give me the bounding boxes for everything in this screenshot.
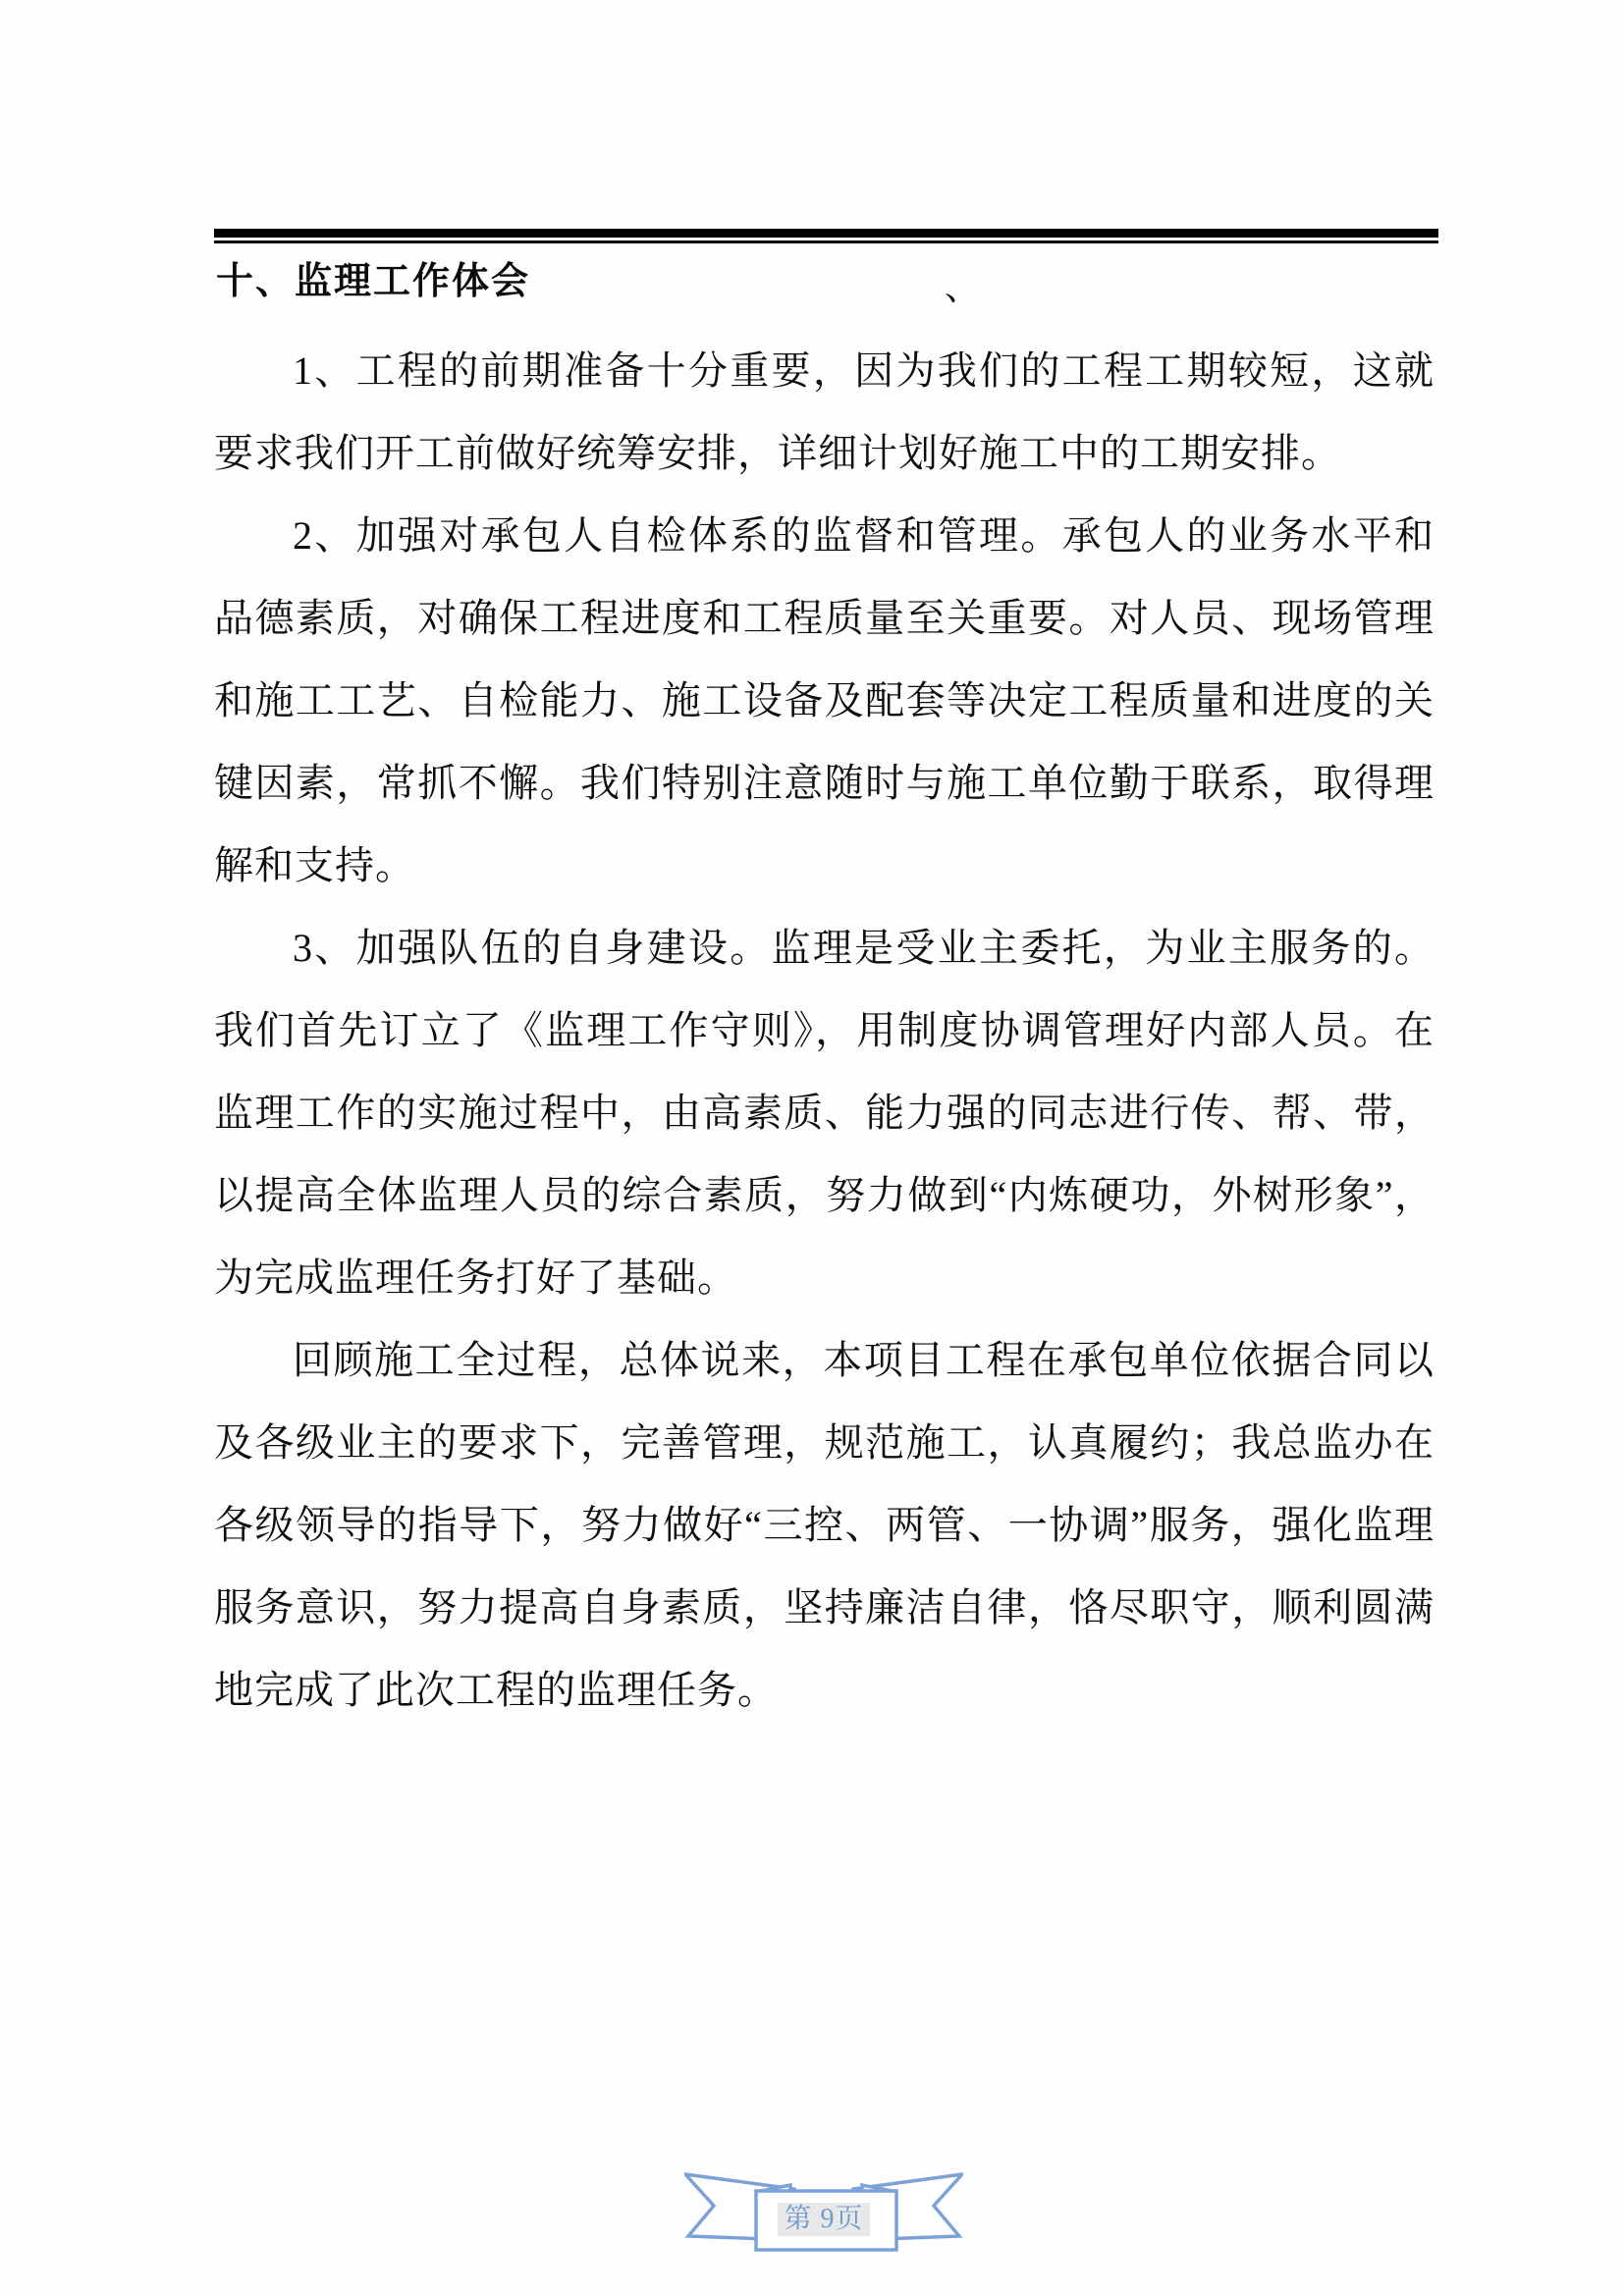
- paragraph-2: 2、加强对承包人自检体系的监督和管理。承包人的业务水平和品德素质，对确保工程进度和工程质量至关重要。对人员、现场管理和施工工艺、自检能力、施工设备及配套等决定工程质量和进度的关键因素，常抓不懈。我们特别注意随时与施工单位勤于联系，取得理解和支持。: [214, 513, 1435, 887]
- section-heading-text: 十、监理工作体会: [216, 261, 531, 302]
- document-body: [214, 229, 1435, 1732]
- section-heading: [216, 259, 1435, 307]
- header-border-rule: [214, 229, 1438, 243]
- header-rule-thin-line: [214, 240, 1438, 243]
- paragraph-4: 回顾施工全过程，总体说来，本项目工程在承包单位依据合同以及各级业主的要求下，完善管理，规范施工，认真履约；我总监办在各级领导的指导下，努力做好“三控、两管、一协调”服务，强化监理服务意识，努力提高自身素质，坚持廉洁自律，恪尽职守，顺利圆满地完成了此次工程的监理任务。: [214, 1338, 1435, 1712]
- page-number-field: 第 9页: [778, 2203, 870, 2236]
- page-footer: [684, 2171, 963, 2252]
- paragraph-block: [214, 330, 1435, 1732]
- header-rule-thick-line: [214, 229, 1438, 238]
- paragraph-1: 1、工程的前期准备十分重要，因为我们的工程工期较短，这就要求我们开工前做好统筹安排，详细计划好施工中的工期安排。: [214, 348, 1435, 475]
- paragraph-3: 3、加强队伍的自身建设。监理是受业主委托，为业主服务的。我们首先订立了《监理工作守则》，用制度协调管理好内部人员。在监理工作的实施过程中，由高素质、能力强的同志进行传、帮、带，以提高全体监理人员的综合素质，努力做到“内炼硬功，外树形象”，为完成监理任务打好了基础。: [214, 926, 1435, 1300]
- stray-punctuation-mark: 、: [945, 268, 983, 307]
